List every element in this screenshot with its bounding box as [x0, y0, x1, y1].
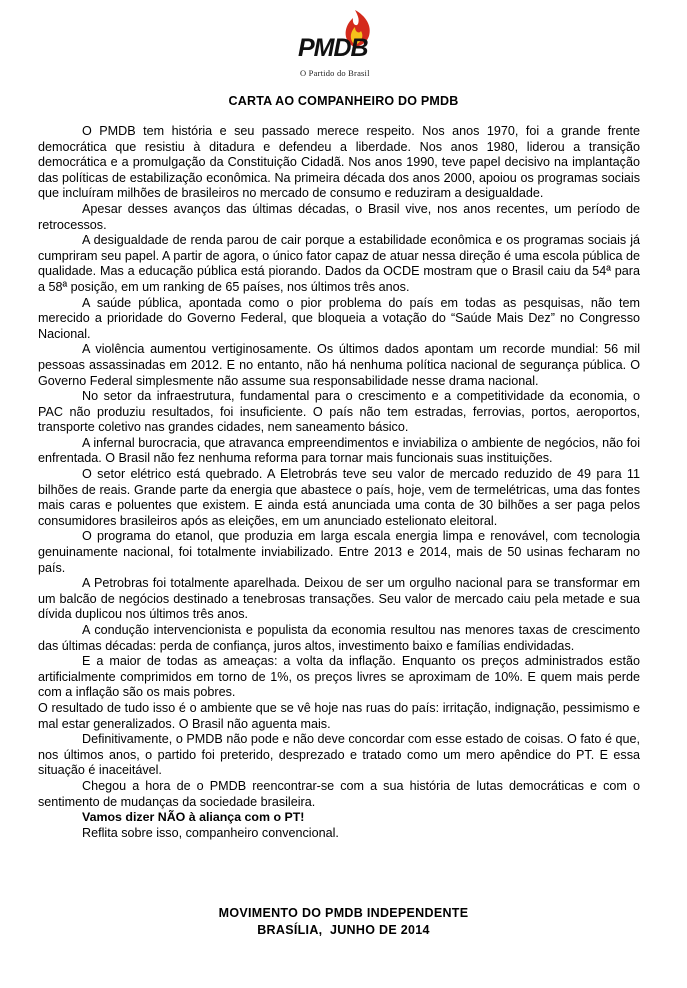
paragraph: A infernal burocracia, que atravanca empreendimentos e inviabiliza o ambiente de negócios, não foi enfrentada. O Brasil não fez nenhuma reforma para tornar mais funcionais suas instituições.: [38, 435, 640, 466]
paragraph: Definitivamente, o PMDB não pode e não deve concordar com esse estado de coisas. O fato é que, nos últimos anos, o partido foi preterido, desprezado e tratado como um mero apêndice do PT. E essa situação é inaceitável.: [38, 732, 640, 778]
paragraph: A violência aumentou vertiginosamente. Os últimos dados apontam um recorde mundial: 56 mil pessoas assassinadas em 2012. E no entanto, não há nenhuma política nacional de segurança pública. O Governo Federal simplesmente não assume sua responsabilidade nesse drama nacional.: [38, 342, 640, 388]
logo-wordmark: PMDB: [298, 34, 368, 62]
paragraph: Chegou a hora de o PMDB reencontrar-se com a sua história de lutas democráticas e com o sentimento de mudanças da sociedade brasileira.: [38, 778, 640, 809]
paragraph: O resultado de tudo isso é o ambiente que se vê hoje nas ruas do país: irritação, indignação, pessimismo e mal estar generalizados. O Brasil não aguenta mais.: [38, 700, 640, 731]
paragraph: A condução intervencionista e populista da economia resultou nas menores taxas de crescimento das últimas décadas: perda de confiança, juros altos, investimento baixo e famílias endividadas.: [38, 623, 640, 653]
paragraph: E a maior de todas as ameaças: a volta da inflação. Enquanto os preços administrados estão artificialmente comprimidos em torno de 1%, os preços livres se aproximam de 10%. E quem mais perde com a inflação são os mais pobres.: [38, 654, 640, 700]
paragraph: O programa do etanol, que produzia em larga escala energia limpa e renovável, com tecnologia genuinamente nacional, foi totalmente inviabilizado. Entre 2013 e 2014, mais de 50 usinas fecharam no país.: [38, 529, 640, 575]
logo-tagline: O Partido do Brasil: [300, 68, 370, 78]
page-title: CARTA AO COMPANHEIRO DO PMDB: [228, 94, 459, 108]
paragraph: Apesar desses avanços das últimas décadas, o Brasil vive, nos anos recentes, um período de retrocessos.: [38, 201, 640, 232]
signature-line-place-date: BRASÍLIA, JUNHO DE 2014: [257, 922, 430, 937]
paragraph: O PMDB tem história e seu passado merece respeito. Nos anos 1970, foi a grande frente democrática que resistiu à ditadura e defendeu a liberdade. Nos anos 1980, liderou a transição democrática e a promulgação da Constituição Cidadã. Nos anos 1990, teve papel decisivo na implantação das políticas de estabilização econômica. Na primeira década dos anos 2000, apoiou os programas sociais que incluíram milhões de brasileiros no mercado de consumo e reduziram a desigualdade.: [38, 124, 640, 201]
call-to-action: Vamos dizer NÃO à aliança com o PT!: [82, 810, 305, 825]
paragraph: A desigualdade de renda parou de cair porque a estabilidade econômica e os programas sociais já cumpriram seu papel. A partir de agora, o único fator capaz de atuar nessa direção é uma escola pública de qualidade. Mas a educação pública está piorando. Dados da OCDE mostram que o Brasil caiu da 54ª para a 58ª posição, em um ranking de 65 países, nos últimos três anos.: [38, 233, 640, 294]
paragraph: O setor elétrico está quebrado. A Eletrobrás teve seu valor de mercado reduzido de 49 para 11 bilhões de reais. Grande parte da energia que abastece o país, hoje, vem de termelétricas, uma das fontes mais caras e poluentes que existem. E ainda está anunciada uma conta de 30 bilhões a ser paga pelos consumidores brasileiros após as eleições, em um anunciado estelionato eleitoral.: [38, 467, 640, 528]
signature-block: [0, 905, 687, 938]
paragraph: No setor da infraestrutura, fundamental para o crescimento e a competitividade da economia, o PAC não produziu resultados, foi insuficiente. O país não tem estradas, ferrovias, portos, aeroportos, transporte coletivo nas grandes cidades, nem saneamento básico.: [38, 389, 640, 435]
closing-line: Reflita sobre isso, companheiro convencional.: [82, 825, 339, 840]
paragraph: A Petrobras foi totalmente aparelhada. Deixou de ser um orgulho nacional para se transformar em um balcão de negócios destinado a tenebrosas transações. Seu valor de mercado caiu pela metade e sua dívida duplicou nos últimos três anos.: [38, 576, 640, 622]
signature-line-organization: MOVIMENTO DO PMDB INDEPENDENTE: [218, 906, 469, 920]
pmdb-logo: [290, 10, 400, 85]
paragraph: A saúde pública, apontada como o pior problema do país em todas as pesquisas, não tem merecido a prioridade do Governo Federal, que bloqueia a votação do “Saúde Mais Dez” no Congresso Nacional.: [38, 295, 640, 341]
letter-body: [38, 124, 640, 841]
